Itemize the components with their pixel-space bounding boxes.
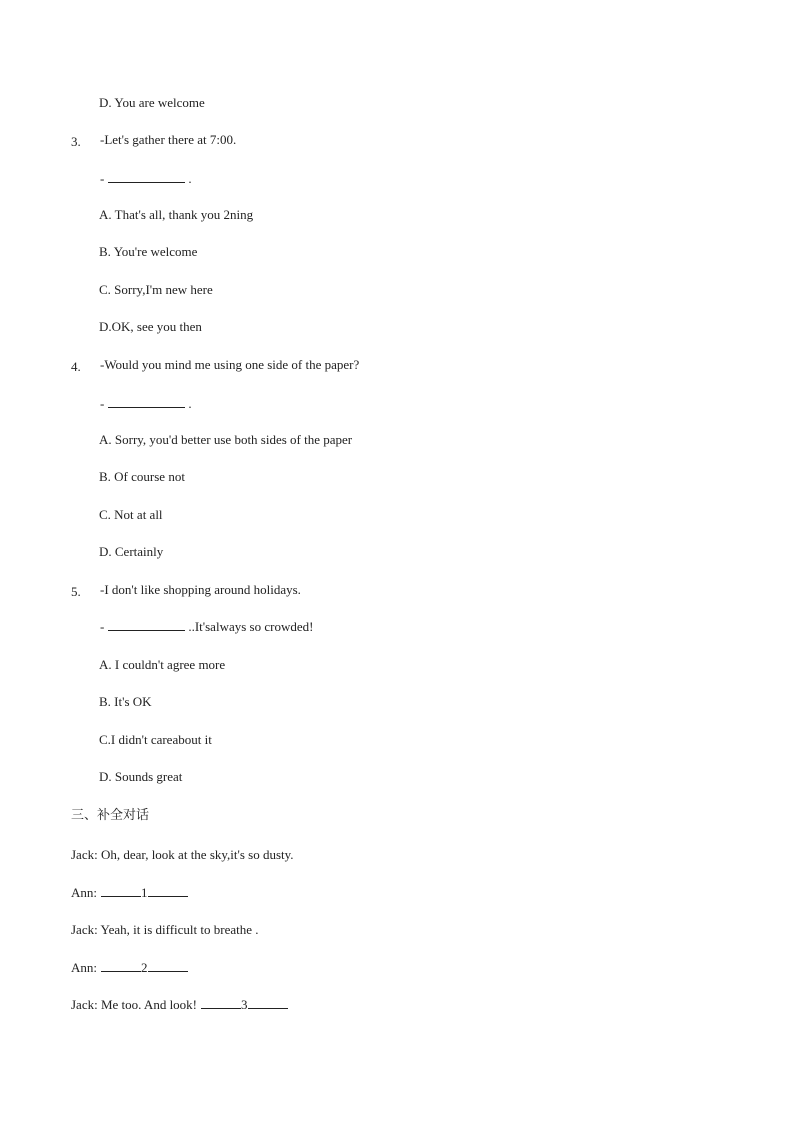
q4-option-c: C. Not at all <box>99 507 163 522</box>
q5-option-b: B. It's OK <box>99 694 152 709</box>
blank-2-number: 2 <box>141 960 148 975</box>
q3-option-d: D.OK, see you then <box>99 319 202 334</box>
q3-option-a: A. That's all, thank you 2ning <box>99 207 254 222</box>
q3-option-b: B. You're welcome <box>99 244 198 259</box>
q3-answer-line <box>100 171 192 187</box>
q5-answer-line <box>100 619 313 635</box>
blank-1-left <box>101 885 141 897</box>
blank-3-number: 3 <box>241 997 248 1012</box>
dialogue-speaker-ann: Ann: <box>71 960 97 975</box>
q3-dash: - <box>100 171 105 186</box>
section-3-title: 三、补全对话 <box>71 808 150 823</box>
q3-after: . <box>188 171 192 186</box>
q5-blank <box>108 619 185 631</box>
q4-option-b: B. Of course not <box>99 469 185 484</box>
q5-option-d: D. Sounds great <box>99 769 183 784</box>
dialogue-line-3: Jack: Yeah, it is difficult to breathe . <box>71 922 259 937</box>
dialogue-line-1: Jack: Oh, dear, look at the sky,it's so dusty. <box>71 847 294 862</box>
q3-blank <box>108 171 185 183</box>
dialogue-line-2 <box>71 885 188 901</box>
q2-option-d: D. You are welcome <box>99 95 205 110</box>
dialogue-line-4 <box>71 960 188 976</box>
dialogue-speaker-ann: Ann: <box>71 885 97 900</box>
dialogue-line-5 <box>71 997 288 1013</box>
q3-stem: -Let's gather there at 7:00. <box>100 132 237 147</box>
q5-option-c: C.I didn't careabout it <box>99 732 212 747</box>
blank-2-right <box>148 960 188 972</box>
q4-answer-line <box>100 396 192 412</box>
q4-blank <box>108 396 185 408</box>
q4-stem: -Would you mind me using one side of the paper? <box>100 357 360 372</box>
blank-1-number: 1 <box>141 885 148 900</box>
q5-dash: - <box>100 619 105 634</box>
q5-number: 5. <box>71 584 81 599</box>
q5-option-a: A. I couldn't agree more <box>99 657 226 672</box>
blank-2-left <box>101 960 141 972</box>
q3-number: 3. <box>71 134 81 149</box>
q4-dash: - <box>100 396 105 411</box>
dialogue-jack-text: Jack: Me too. And look! <box>71 997 198 1012</box>
blank-1-right <box>148 885 188 897</box>
blank-3-left <box>201 997 241 1009</box>
q5-after: ..It'salways so crowded! <box>188 619 314 634</box>
blank-3-right <box>248 997 288 1009</box>
q5-stem: -I don't like shopping around holidays. <box>100 582 301 597</box>
q4-number: 4. <box>71 359 81 374</box>
q3-option-c: C. Sorry,I'm new here <box>99 282 213 297</box>
q4-option-d: D. Certainly <box>99 544 164 559</box>
q4-after: . <box>188 396 192 411</box>
q4-option-a: A. Sorry, you'd better use both sides of the paper <box>99 432 353 447</box>
